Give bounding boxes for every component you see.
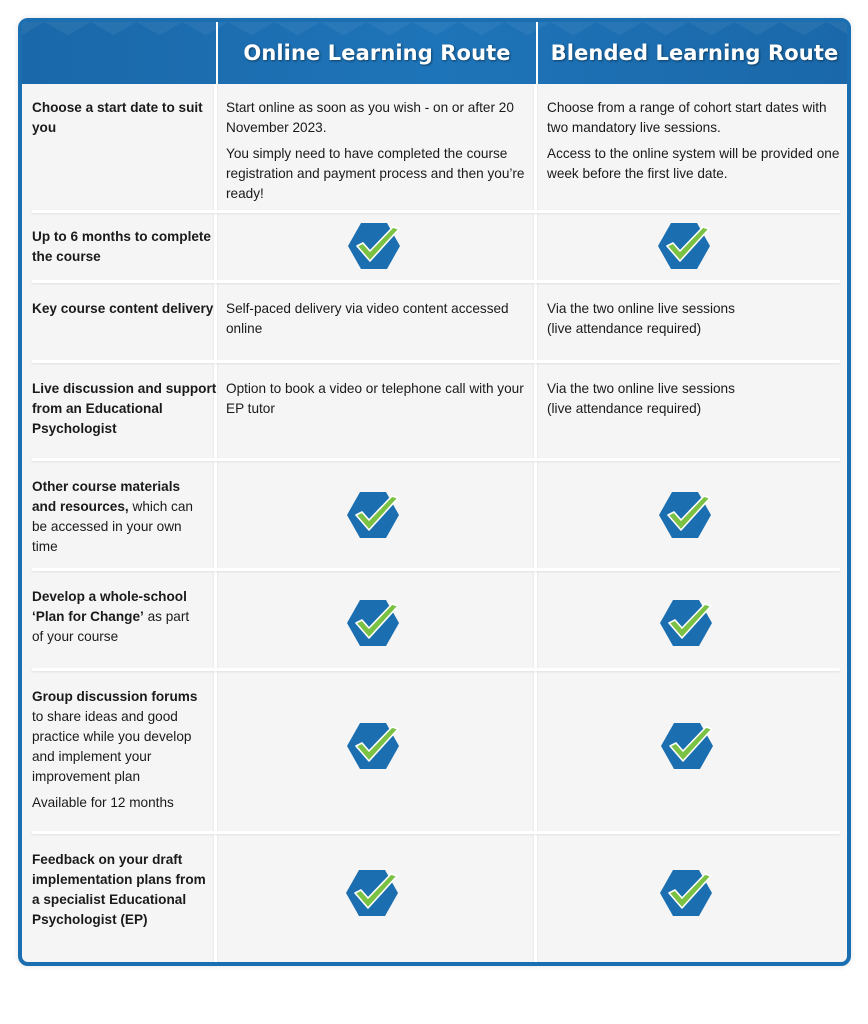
header-blank-cell	[22, 22, 216, 84]
blended-text: Via the two online live sessions (live attendance required)	[547, 381, 735, 416]
feature-note: Available for 12 months	[32, 795, 174, 810]
feature-label-rest: as part of your course	[32, 609, 190, 644]
blended-cell	[547, 84, 847, 184]
blended-cell	[547, 363, 747, 419]
table-row-content-delivery	[22, 283, 851, 360]
feature-label	[32, 571, 204, 647]
feature-label-rest: which can be accessed in your own time	[32, 499, 193, 554]
check-icon	[660, 721, 714, 771]
check-icon	[345, 868, 399, 918]
feature-label	[32, 283, 214, 319]
header-online	[218, 22, 536, 84]
blended-route-title: Blended Learning Route	[550, 41, 839, 65]
table-row-plan-for-change	[22, 571, 851, 668]
feature-label-bold: Develop a whole-school ‘Plan for Change’	[32, 589, 187, 624]
blended-text: Choose from a range of cohort start dates with two mandatory live sessions.	[547, 100, 827, 135]
online-route-title: Online Learning Route	[243, 41, 511, 65]
online-text: You simply need to have completed the course registration and payment process and then you’re ready!	[226, 146, 525, 201]
table-row-discussion-forums	[22, 671, 851, 831]
table-row-six-months	[22, 213, 851, 280]
table-header	[22, 22, 847, 84]
check-icon	[347, 221, 401, 271]
feature-label-bold: Feedback on your draft implementation plans from a specialist Educational Psychologist (EP)	[32, 852, 206, 927]
online-cell	[226, 363, 528, 419]
online-cell	[226, 283, 528, 339]
feature-label	[32, 834, 216, 930]
check-icon	[346, 721, 400, 771]
feature-label	[32, 84, 214, 138]
check-icon	[658, 490, 712, 540]
online-text: Start online as soon as you wish - on or after 20 November 2023.	[226, 100, 514, 135]
blended-text: Access to the online system will be provided one week before the first live date.	[547, 146, 840, 181]
feature-label-bold: Other course materials and resources,	[32, 479, 181, 514]
feature-label	[32, 671, 210, 813]
check-icon	[657, 221, 711, 271]
feature-label-bold: Group discussion forums	[32, 689, 198, 704]
table-row-feedback	[22, 834, 851, 964]
feature-label-bold: Key course content delivery	[32, 301, 214, 316]
table-row-live-discussion	[22, 363, 851, 458]
feature-label-rest: to share ideas and good practice while you develop and implement your improvement plan	[32, 709, 192, 784]
feature-label	[32, 363, 218, 439]
feature-label-bold: Choose a start date to suit you	[32, 100, 203, 135]
check-icon	[659, 868, 713, 918]
blended-text: Via the two online live sessions (live attendance required)	[547, 301, 735, 336]
blended-cell	[547, 283, 747, 339]
feature-label-bold: Live discussion and support from an Educational Psychologist	[32, 381, 217, 436]
online-cell	[226, 84, 528, 204]
table-row-start-date	[22, 84, 851, 210]
header-blended	[538, 22, 851, 84]
comparison-table	[18, 18, 851, 966]
check-icon	[346, 490, 400, 540]
check-icon	[346, 598, 400, 648]
online-text: Option to book a video or telephone call with your EP tutor	[226, 381, 524, 416]
table-row-course-materials	[22, 461, 851, 568]
feature-label	[32, 461, 200, 557]
check-icon	[659, 598, 713, 648]
feature-label-bold: Up to 6 months to complete the course	[32, 229, 211, 264]
feature-label	[32, 213, 214, 267]
online-text: Self-paced delivery via video content accessed online	[226, 301, 509, 336]
